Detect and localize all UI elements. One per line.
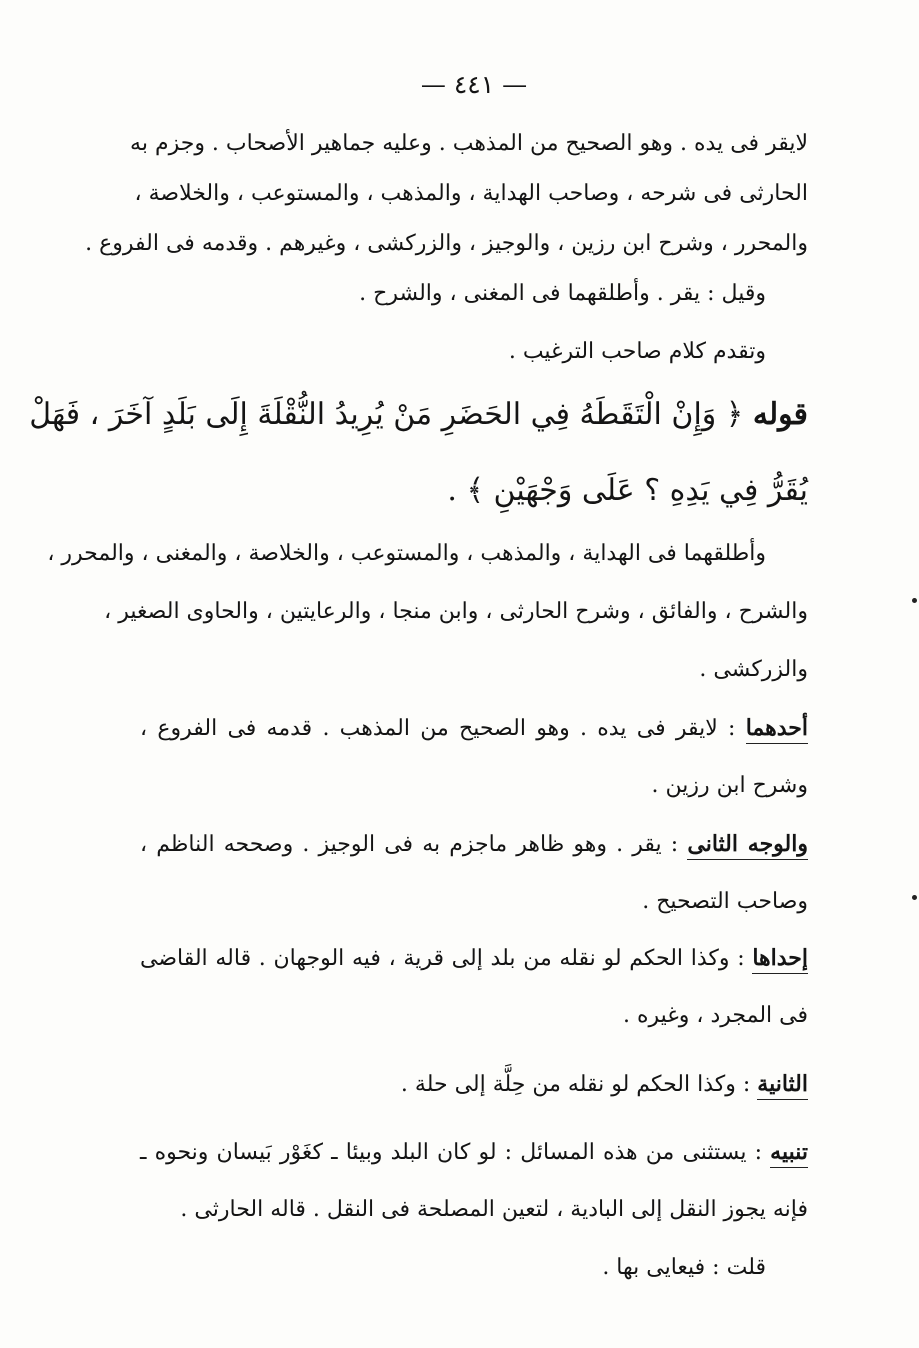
text-line: والمحرر ، وشرح ابن رزين ، والوجيز ، والزركشى ، وغيرهم . وقدمه فى الفروع . <box>85 231 808 256</box>
text-line: تنبيه : يستثنى من هذه المسائل : لو كان البلد وبيئا ـ كغَوْر بَيسان ونحوه ـ <box>140 1137 808 1167</box>
verse-text: ﴿ وَإِنْ الْتَقَطَهُ فِي الحَضَرِ مَنْ يُرِيدُ النُّقْلَةَ إِلَى بَلَدٍ آخَرَ ، فَهَلْ <box>29 397 744 432</box>
section-label: تنبيه <box>770 1139 808 1168</box>
text-line: قلت : فيعايى بها . <box>602 1255 766 1280</box>
text-line: وتقدم كلام صاحب الترغيب . <box>508 339 766 364</box>
document-page <box>29 70 809 1300</box>
text-line: والشرح ، والفائق ، وشرح الحارثى ، وابن منجا ، والرعايتين ، والحاوى الصغير ، <box>104 599 808 624</box>
text-line: وأطلقهما فى الهداية ، والمذهب ، والمستوعب ، والخلاصة ، والمغنى ، والمحرر ، <box>47 541 766 566</box>
section-label: والوجه الثانى <box>687 831 808 860</box>
verse-prefix: قوله <box>752 397 808 432</box>
section-label: إحداها <box>752 945 808 974</box>
text-line: أحدهما : لايقر فى يده . وهو الصحيح من المذهب . قدمه فى الفروع ، <box>140 713 808 743</box>
section-label: الثانية <box>757 1071 808 1100</box>
quran-verse-line <box>29 387 808 443</box>
text-line: الحارثى فى شرحه ، وصاحب الهداية ، والمذهب ، والمستوعب ، والخلاصة ، <box>134 181 808 206</box>
text-line: فإنه يجوز النقل إلى البادية ، لتعين المصلحة فى النقل . قاله الحارثى . <box>180 1197 808 1222</box>
text-line: الثانية : وكذا الحكم لو نقله من حِلَّة إلى حلة . <box>140 1069 808 1099</box>
text-line: إحداها : وكذا الحكم لو نقله من بلد إلى قرية ، فيه الوجهان . قاله القاضى <box>140 943 808 973</box>
section-label: أحدهما <box>746 715 808 744</box>
text-line: وصاحب التصحيح . <box>642 889 808 914</box>
text-line: فى المجرد ، وغيره . <box>622 1003 808 1028</box>
text-line: وشرح ابن رزين . <box>651 773 808 798</box>
margin-mark-2 <box>912 895 917 900</box>
text-line: لايقر فى يده . وهو الصحيح من المذهب . وعليه جماهير الأصحاب . وجزم به <box>130 131 808 156</box>
text-line: وقيل : يقر . وأطلقهما فى المغنى ، والشرح . <box>359 281 766 306</box>
page-number: — ٤٤١ — <box>420 70 528 99</box>
margin-mark-1 <box>912 598 917 603</box>
text-line: والزركشى . <box>699 657 808 682</box>
quran-verse-line: يُقَرُّ فِي يَدِهِ ؟ عَلَى وَجْهَيْنِ ﴾ . <box>447 473 808 508</box>
text-line: والوجه الثانى : يقر . وهو ظاهر ماجزم به فى الوجيز . وصححه الناظم ، <box>140 829 808 859</box>
